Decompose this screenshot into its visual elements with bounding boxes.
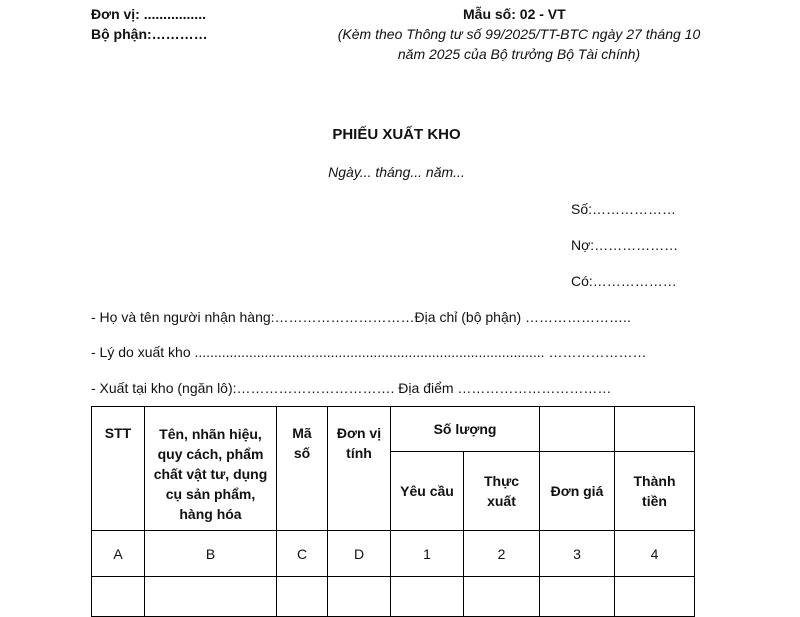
receiver-field: - Họ và tên người nhận hàng:…………………………Địa chỉ (bộ phận) ………………….. — [91, 309, 631, 325]
header-requested: Yêu cầu — [391, 452, 464, 531]
department-label: Bộ phận:………… — [91, 26, 208, 42]
credit-account: Có:……………… — [571, 273, 677, 289]
header-unit-price: Đơn giá — [540, 452, 615, 531]
column-code-cell: B — [145, 531, 277, 577]
header-amount: Thành tiền — [615, 452, 695, 531]
header-blank-price — [540, 407, 615, 452]
header-quantity: Số lượng — [391, 407, 540, 452]
goods-table — [91, 406, 695, 617]
header-unit: Đơn vị tính — [328, 407, 391, 531]
header-actual: Thực xuất — [464, 452, 540, 531]
circular-reference-line2: năm 2025 của Bộ trưởng Bộ Tài chính) — [397, 46, 641, 62]
circular-reference-line1: (Kèm theo Thông tư số 99/2025/TT-BTC ngày 27 tháng 10 — [337, 26, 701, 42]
empty-cell — [145, 577, 277, 617]
debit-account: Nợ:……………… — [571, 237, 679, 253]
column-code-cell: 2 — [464, 531, 540, 577]
unit-label: Đơn vị: ................ — [91, 6, 206, 22]
header-code: Mã số — [277, 407, 328, 531]
empty-cell — [277, 577, 328, 617]
column-code-cell: A — [92, 531, 145, 577]
reason-field: - Lý do xuất kho .......................................................................................... ………………… — [91, 344, 647, 360]
empty-cell — [615, 577, 695, 617]
table-row — [92, 577, 695, 617]
header-stt: STT — [92, 407, 145, 531]
header-item-name: Tên, nhãn hiệu, quy cách, phẩm chất vật tư, dụng cụ sản phẩm, hàng hóa — [145, 407, 277, 531]
form-number: Mẫu số: 02 - VT — [463, 6, 566, 22]
table-row — [92, 531, 695, 577]
column-code-cell: 4 — [615, 531, 695, 577]
empty-cell — [540, 577, 615, 617]
document-date: Ngày... tháng... năm... — [328, 164, 465, 180]
header-blank-amount — [615, 407, 695, 452]
column-code-cell: C — [277, 531, 328, 577]
warehouse-field: - Xuất tại kho (ngăn lô):……………………………. Địa điểm …………………………… — [91, 380, 612, 396]
empty-cell — [328, 577, 391, 617]
document-number: Số:……………… — [571, 201, 677, 217]
column-code-cell: D — [328, 531, 391, 577]
column-code-cell: 3 — [540, 531, 615, 577]
empty-cell — [464, 577, 540, 617]
document-title: PHIẾU XUẤT KHO — [332, 126, 461, 143]
empty-cell — [92, 577, 145, 617]
empty-cell — [391, 577, 464, 617]
column-code-cell: 1 — [391, 531, 464, 577]
